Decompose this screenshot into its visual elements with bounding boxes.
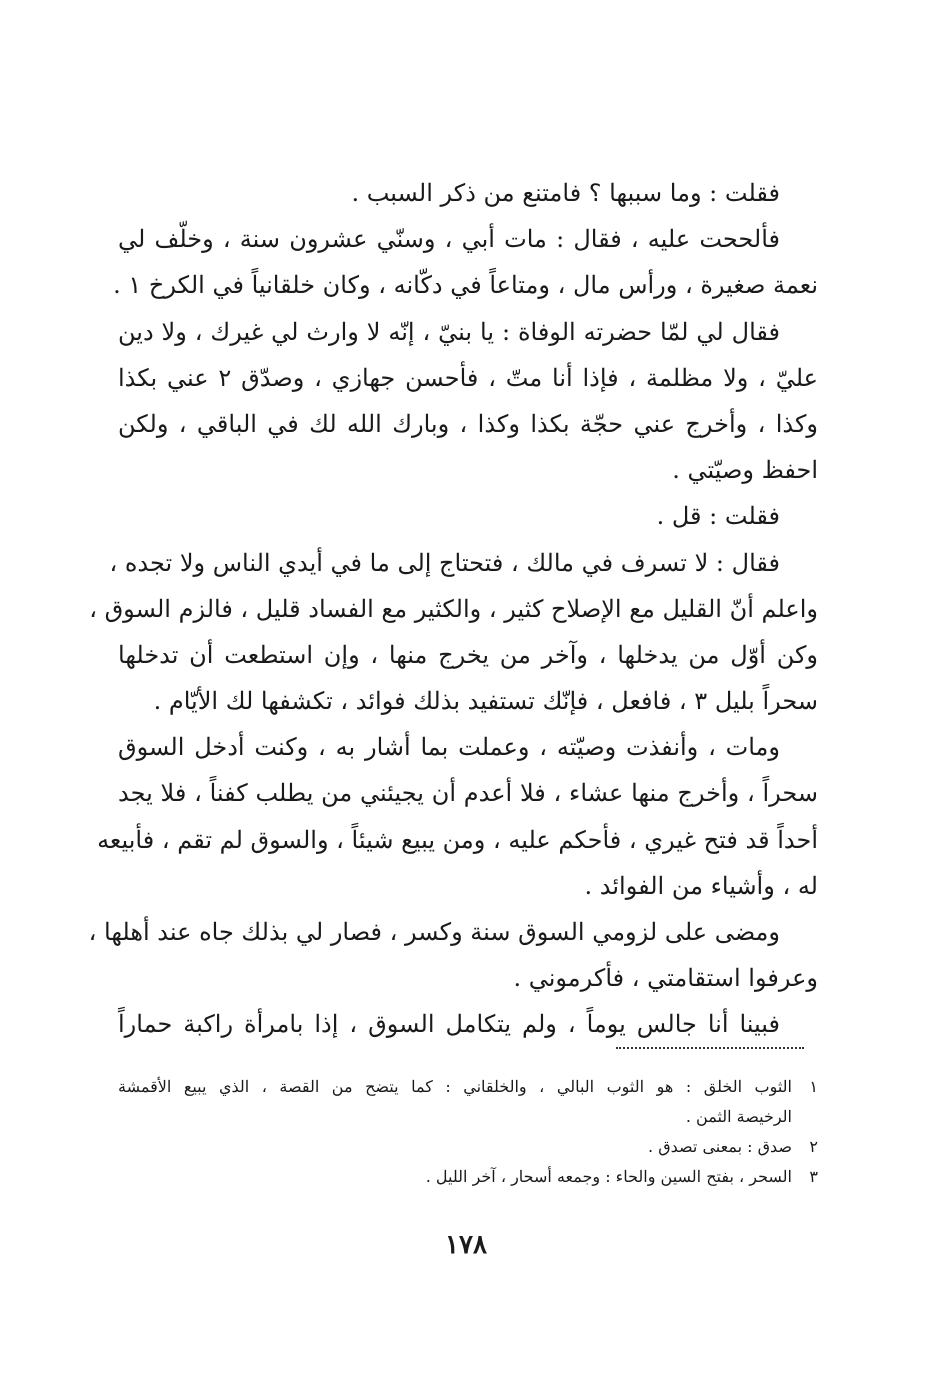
- footnote: [118, 1132, 818, 1162]
- text-line: نعمة صغيرة ، ورأس مال ، ومتاعاً في دكّانه ، وكان خلقانياً في الكرخ ١ .: [113, 271, 818, 300]
- footnote-separator: [616, 1047, 804, 1049]
- text-line: فقال : لا تسرف في مالك ، فتحتاج إلى ما في أيدي الناس ولا تجده ،: [109, 548, 780, 577]
- footnotes: [118, 1072, 818, 1192]
- text-line: واعلم أنّ القليل مع الإصلاح كثير ، والكثير مع الفساد قليل ، فالزم السوق ،: [89, 594, 818, 623]
- text-line: فقال لي لمّا حضرته الوفاة : يا بنيّ ، إنّه لا وارث لي غيرك ، ولا دين: [118, 317, 780, 346]
- footnote-number: ٢: [809, 1137, 818, 1156]
- text-line: سحراً بليل ٣ ، فافعل ، فإنّك تستفيد بذلك فوائد ، تكشفها لك الأيّام .: [153, 687, 818, 716]
- text-line: فقلت : قل .: [656, 502, 780, 531]
- text-line: احفظ وصيّتي .: [672, 456, 818, 485]
- text-line: وكن أوّل من يدخلها ، وآخر من يخرج منها ، وإن استطعت أن تدخلها: [118, 640, 818, 669]
- footnote: [118, 1072, 818, 1102]
- footnote-text: صدق : بمعنى تصدق .: [648, 1137, 792, 1156]
- footnote-number: ٣: [809, 1167, 818, 1186]
- footnote-text: السحر ، بفتح السين والحاء : وجمعه أسحار ، آخر الليل .: [425, 1167, 792, 1186]
- footnote-number: ١: [809, 1077, 818, 1096]
- footnote: [118, 1162, 818, 1192]
- text-line: عليّ ، ولا مظلمة ، فإذا أنا متّ ، فأحسن جهازي ، وصدّق ٢ عني بكذا: [118, 363, 818, 392]
- text-line: ومضى على لزومي السوق سنة وكسر ، فصار لي بذلك جاه عند أهلها ،: [88, 918, 780, 946]
- footnote-text: الثوب الخلق : هو الثوب البالي ، والخلقاني : كما يتضح من القصة ، الذي يبيع الأقمشة: [118, 1077, 792, 1096]
- text-line: فقلت : وما سببها ؟ فامتنع من ذكر السبب .: [351, 179, 780, 207]
- footnote-text: الرخيصة الثمن .: [685, 1107, 792, 1126]
- main-text: [88, 170, 818, 1048]
- page-number: ١٧٨: [445, 1230, 487, 1260]
- text-line: له ، وأشياء من الفوائد .: [584, 871, 818, 900]
- text-line: سحراً ، وأخرج منها عشاء ، فلا أعدم أن يجيئني من يطلب كفناً ، فلا يجد: [118, 779, 818, 808]
- text-line: وعرفوا استقامتي ، فأكرموني .: [513, 964, 818, 993]
- text-line: ومات ، وأنفذت وصيّته ، وعملت بما أشار به ، وكنت أدخل السوق: [118, 733, 780, 762]
- text-line: أحداً قد فتح غيري ، فأحكم عليه ، ومن يبيع شيئاً ، والسوق لم تقم ، فأبيعه: [97, 825, 818, 854]
- footnote-continuation: [118, 1102, 818, 1132]
- text-line: فألححت عليه ، فقال : مات أبي ، وسنّي عشرون سنة ، وخلّف لي: [118, 225, 780, 254]
- text-line: وكذا ، وأخرج عني حجّة بكذا وكذا ، وبارك الله لك في الباقي ، ولكن: [118, 409, 818, 438]
- text-line: فبينا أنا جالس يوماً ، ولم يتكامل السوق ، إذا بامرأة راكبة حماراً: [118, 1010, 780, 1039]
